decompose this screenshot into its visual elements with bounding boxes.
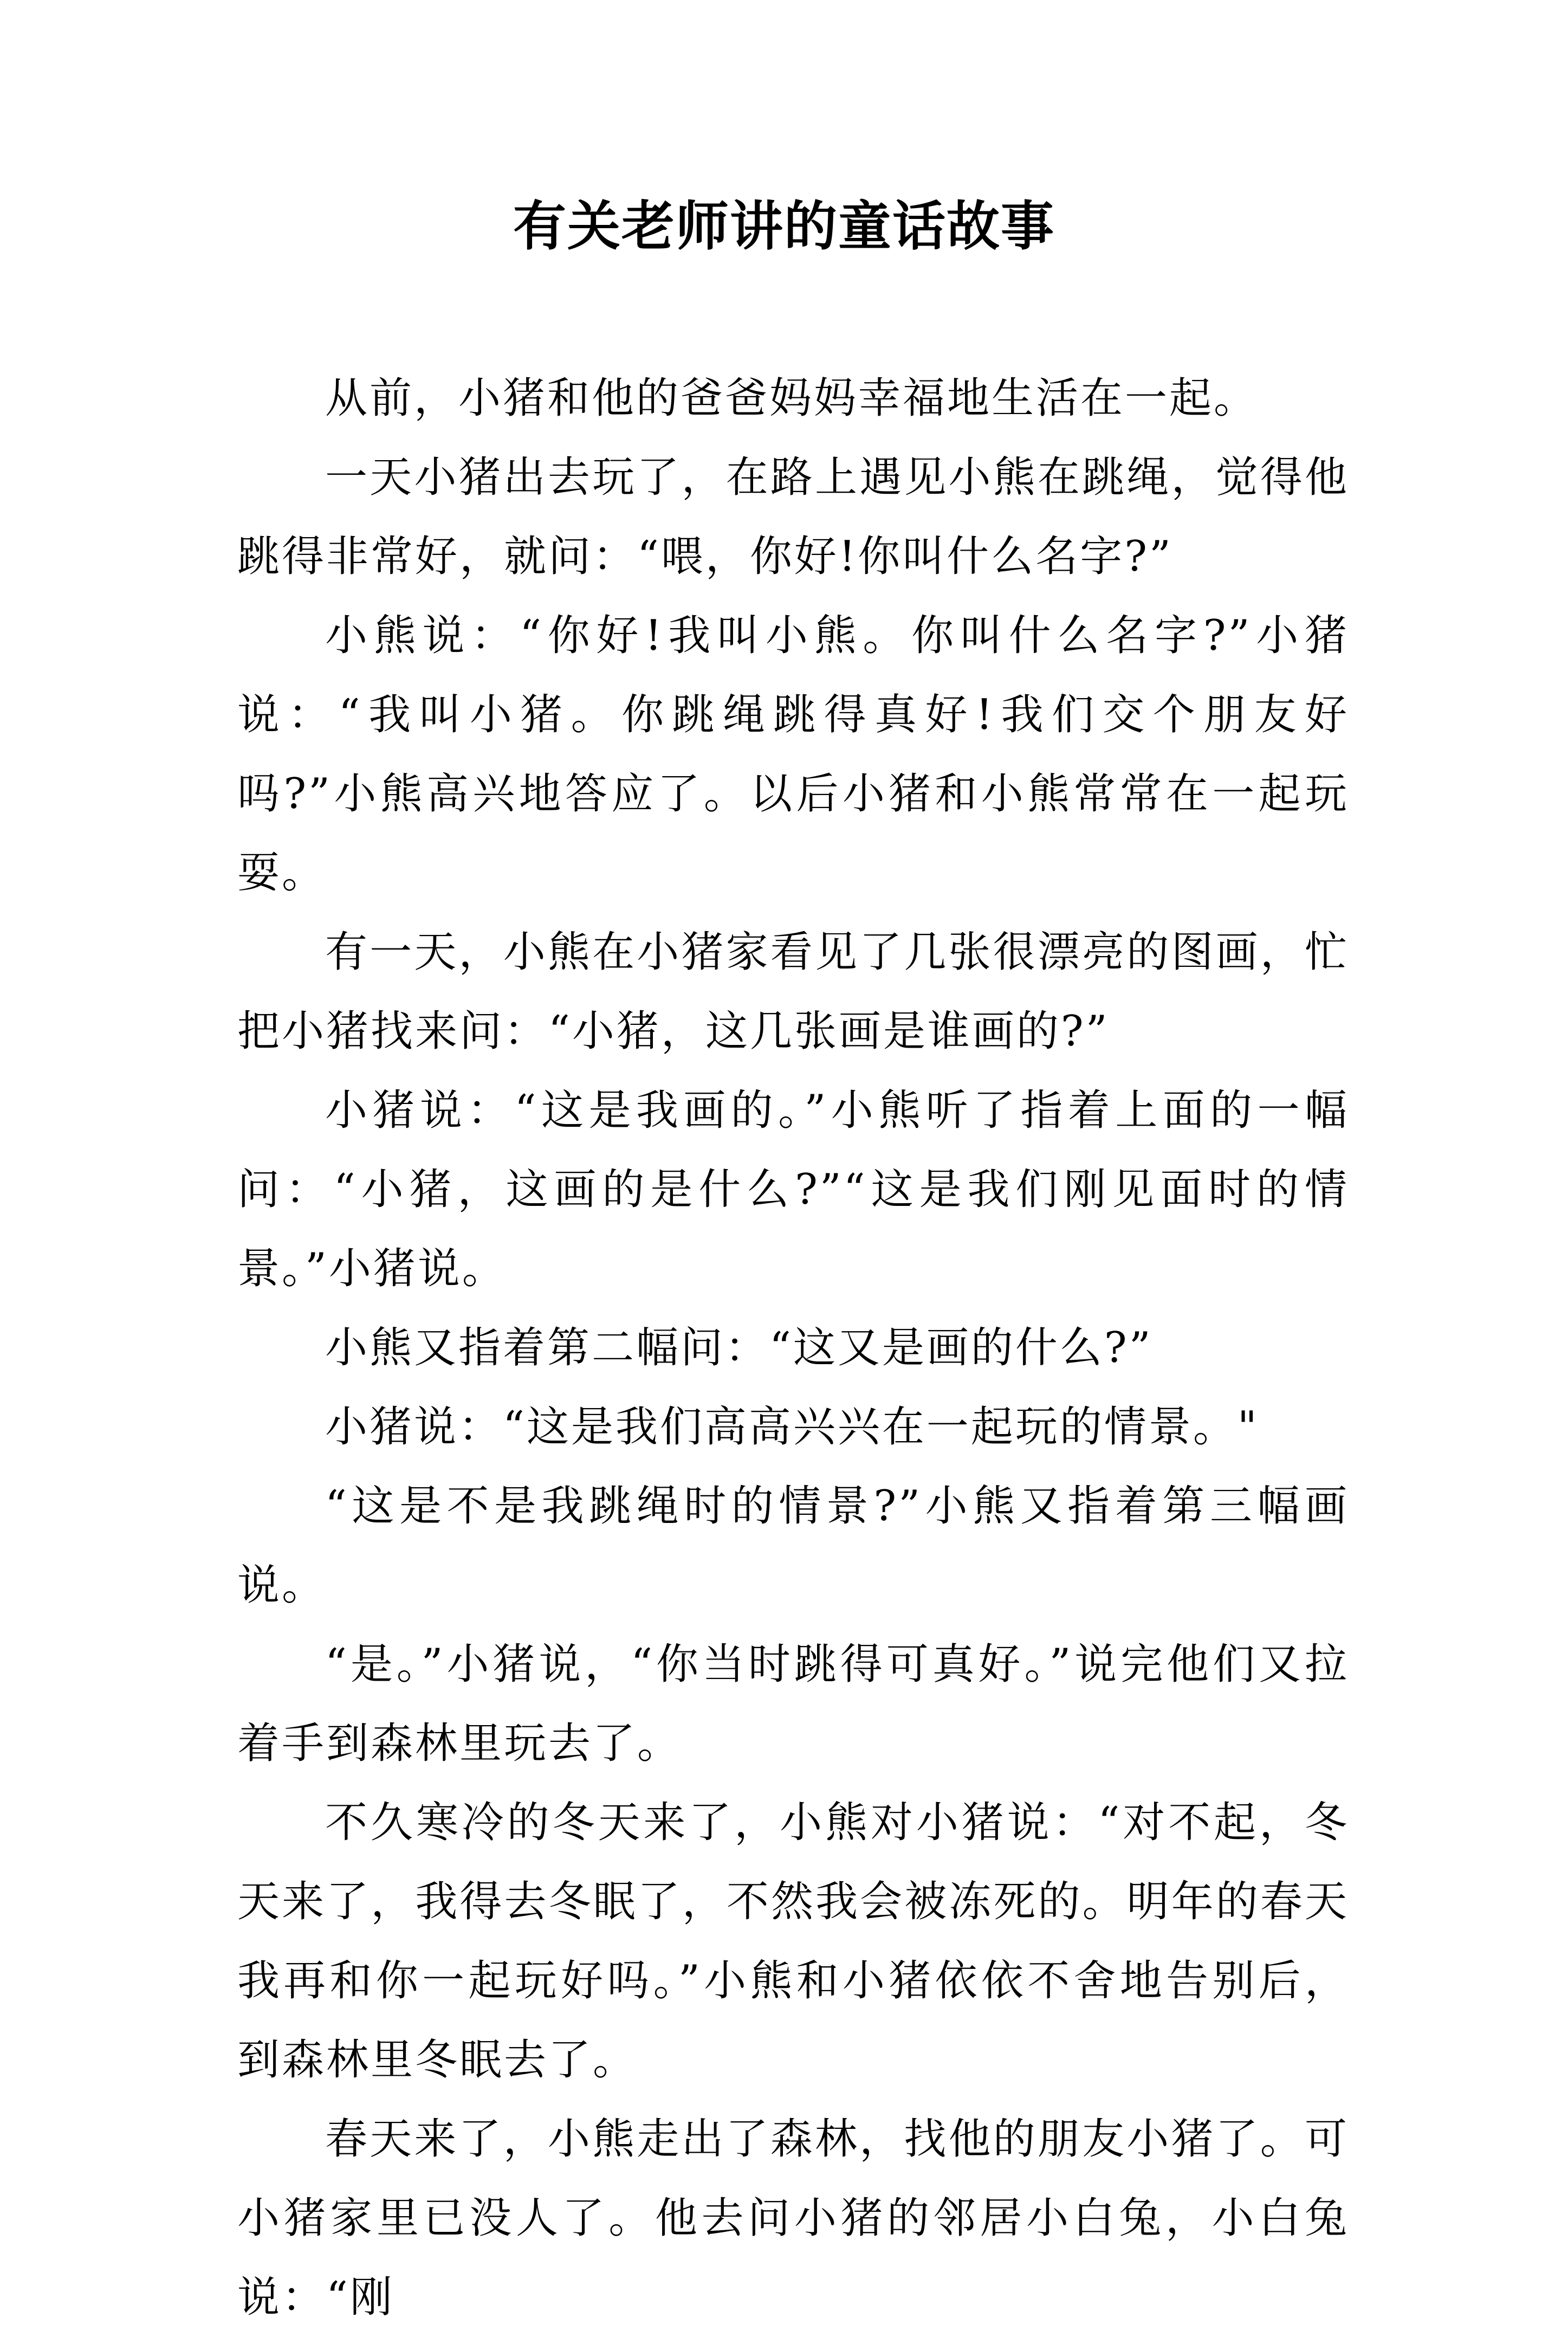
paragraph: 小熊又指着第二幅问：“这又是画的什么?” (325, 1324, 1153, 1372)
paragraph: 小熊说：“你好!我叫小熊。你叫什么名字?”小猪说：“我叫小猪。你跳绳跳得真好!我们交个朋友好吗?”小熊高兴地答应了。以后小猪和小熊常常在一起玩耍。 (237, 611, 1349, 898)
document-body (237, 359, 1349, 2337)
paragraph: 不久寒冷的冬天来了，小熊对小猪说：“对不起，冬天来了，我得去冬眠了，不然我会被冻死的。明年的春天我再和你一起玩好吗。”小熊和小猪依依不舍地告别后，到森林里冬眠去了。 (237, 1798, 1349, 2084)
paragraph: 小猪说：“这是我们高高兴兴在一起玩的情景。" (325, 1403, 1259, 1451)
paragraph: 小猪说：“这是我画的。”小熊听了指着上面的一幅问：“小猪，这画的是什么?”“这是我们刚见面时的情景。”小猪说。 (237, 1086, 1349, 1293)
paragraph: 有一天，小熊在小猪家看见了几张很漂亮的图画，忙把小猪找来问：“小猪，这几张画是谁画的?” (237, 928, 1349, 1056)
paragraph: 春天来了，小熊走出了森林，找他的朋友小猪了。可小猪家里已没人了。他去问小猪的邻居小白兔，小白兔说：“刚 (237, 2115, 1349, 2322)
paragraph: 一天小猪出去玩了，在路上遇见小熊在跳绳，觉得他跳得非常好，就问：“喂，你好!你叫什么名字?” (237, 453, 1349, 581)
paragraph: “这是不是我跳绳时的情景?”小熊又指着第三幅画说。 (237, 1482, 1349, 1610)
paragraph: 从前，小猪和他的爸爸妈妈幸福地生活在一起。 (325, 374, 1259, 423)
paragraph: “是。”小猪说，“你当时跳得可真好。”说完他们又拉着手到森林里玩去了。 (237, 1640, 1349, 1768)
document-title: 有关老师讲的童话故事 (513, 195, 1055, 257)
